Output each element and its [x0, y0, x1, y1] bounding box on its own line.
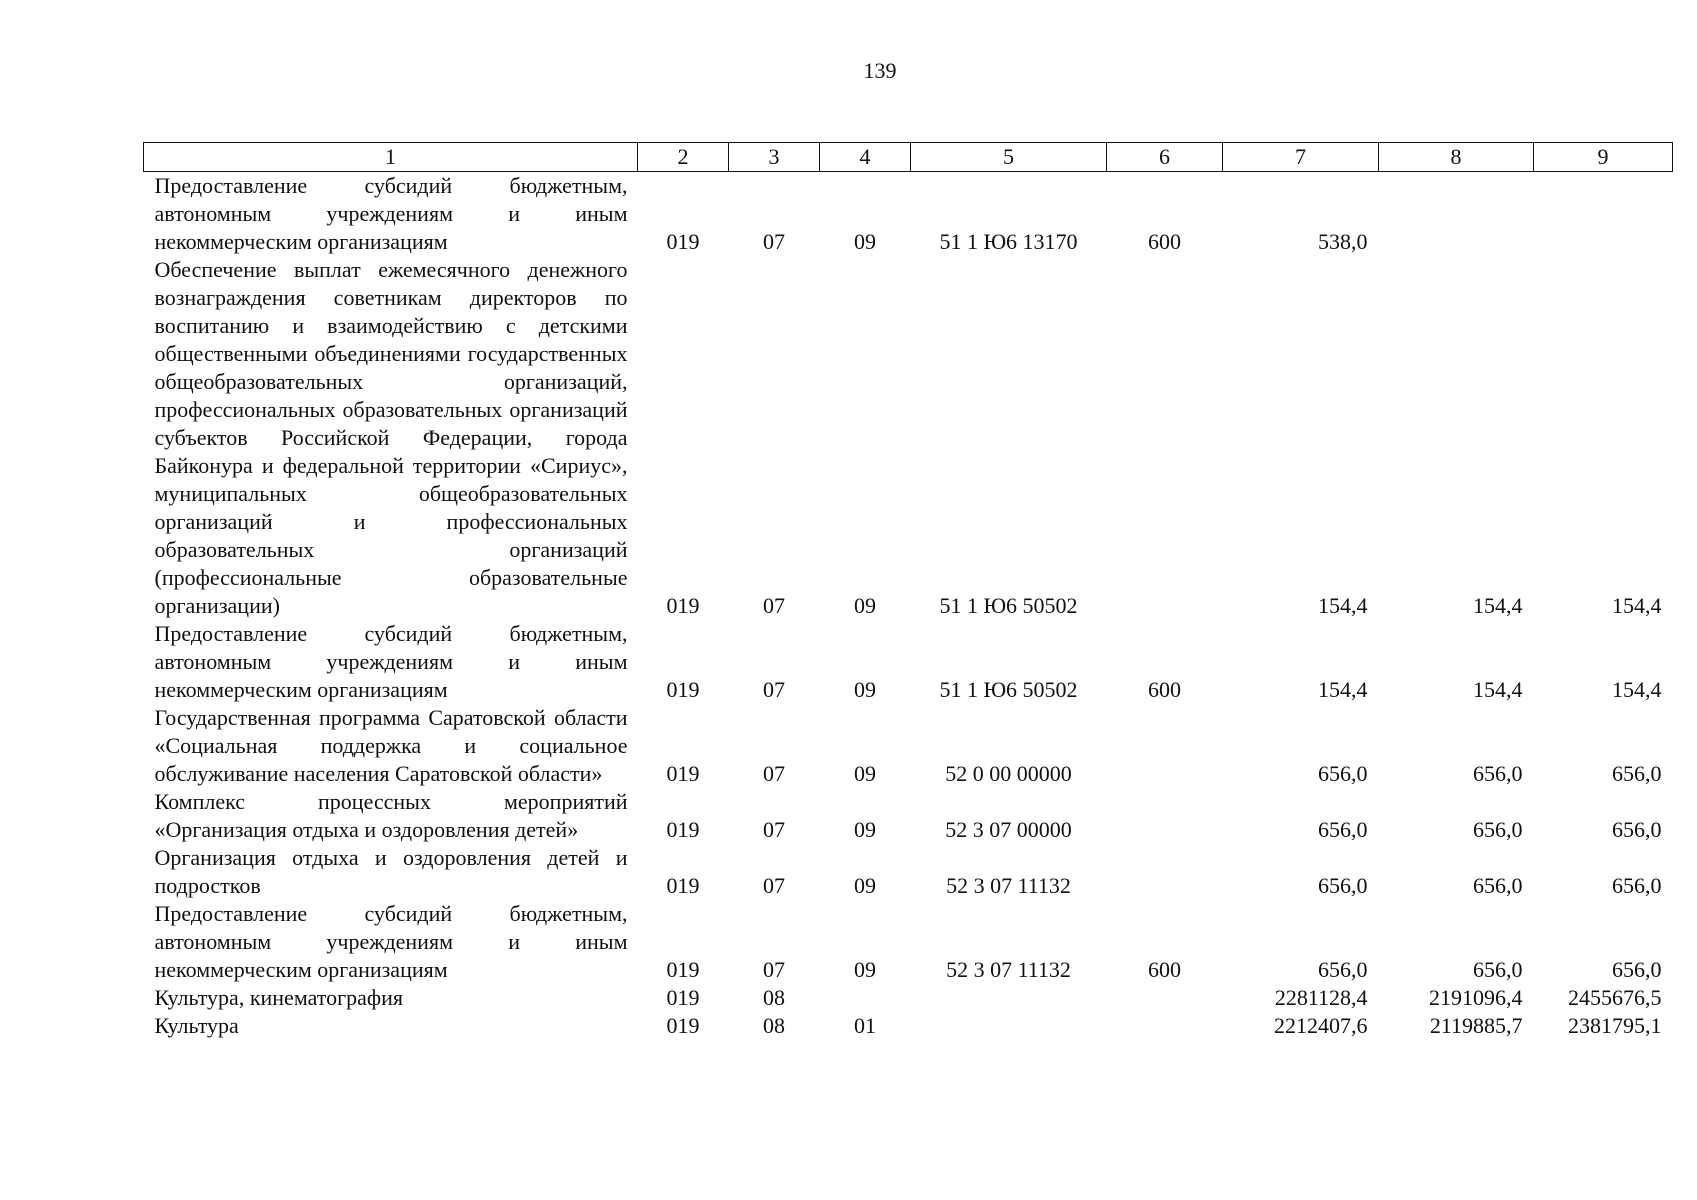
- subsection-code: 09: [854, 873, 876, 898]
- amount-col-9: 656,0: [1612, 957, 1662, 982]
- item-name: Обеспечение выплат ежемесячного денежного вознаграждения советникам директоров по воспитанию и взаимодействию с детскими общественными объединениями государственных общеобразовательных организаций, профессиональных образовательных организаций субъектов Российской Федерации, города Байконура и федеральной территории «Сириус», муниципальных общеобразовательных организаций и профессиональных образовательных организаций (профессиональные образовательные организации): [154, 257, 628, 618]
- amount-col-8: 656,0: [1473, 873, 1523, 898]
- table-row: [144, 984, 1673, 1012]
- expense-type-code: 600: [1148, 229, 1181, 254]
- expense-type-code: [1107, 256, 1223, 620]
- expense-type-code: [1107, 984, 1223, 1012]
- target-article-code: 51 1 Ю6 13170: [939, 229, 1078, 254]
- table-row: [144, 256, 1673, 620]
- amount-col-8: [1379, 172, 1534, 257]
- table-body: [144, 172, 1673, 1041]
- amount-col-7: 656,0: [1318, 873, 1368, 898]
- subsection-code: 09: [854, 677, 876, 702]
- subsection-code: 09: [854, 761, 876, 786]
- subsection-code: [820, 984, 911, 1012]
- expense-type-code: 600: [1148, 957, 1181, 982]
- ministry-code: 019: [666, 873, 700, 898]
- item-name: Культура: [154, 1013, 239, 1038]
- item-name: Предоставление субсидий бюджетным, автономным учреждениям и иным некоммерческим организациям: [154, 621, 628, 702]
- subsection-code: 09: [854, 593, 876, 618]
- ministry-code: 019: [666, 1013, 700, 1038]
- header-col-2: 2: [638, 143, 729, 172]
- item-name: Предоставление субсидий бюджетным, автономным учреждениям и иным некоммерческим организациям: [154, 173, 628, 254]
- amount-col-9: 2381795,1: [1568, 1013, 1662, 1038]
- ministry-code: 019: [666, 817, 700, 842]
- table-row: [144, 1012, 1673, 1040]
- section-code: 07: [763, 817, 785, 842]
- header-col-9: 9: [1534, 143, 1673, 172]
- section-code: 08: [763, 985, 785, 1010]
- target-article-code: 52 3 07 11132: [946, 873, 1071, 898]
- header-col-1: 1: [144, 143, 638, 172]
- expense-type-code: [1107, 1012, 1223, 1040]
- amount-col-7: 656,0: [1318, 817, 1368, 842]
- ministry-code: 019: [666, 229, 700, 254]
- header-col-4: 4: [820, 143, 911, 172]
- section-code: 07: [763, 229, 785, 254]
- subsection-code: 09: [854, 817, 876, 842]
- subsection-code: 09: [854, 957, 876, 982]
- amount-col-8: 154,4: [1473, 593, 1523, 618]
- amount-col-7: 154,4: [1318, 593, 1368, 618]
- table-row: [144, 704, 1673, 788]
- section-code: 07: [763, 873, 785, 898]
- ministry-code: 019: [666, 985, 700, 1010]
- amount-col-7: 538,0: [1318, 229, 1368, 254]
- subsection-code: 01: [854, 1013, 876, 1038]
- subsection-code: 09: [854, 229, 876, 254]
- amount-col-8: 2119885,7: [1429, 1013, 1523, 1038]
- item-name: Комплекс процессных мероприятий «Организация отдыха и оздоровления детей»: [154, 789, 628, 842]
- section-code: 07: [763, 593, 785, 618]
- amount-col-9: [1534, 172, 1673, 257]
- amount-col-8: 656,0: [1473, 817, 1523, 842]
- table-row: [144, 900, 1673, 984]
- item-name: Организация отдыха и оздоровления детей и подростков: [154, 845, 628, 898]
- amount-col-8: 2191096,4: [1429, 985, 1523, 1010]
- amount-col-8: 656,0: [1473, 761, 1523, 786]
- target-article-code: [911, 1012, 1107, 1040]
- target-article-code: [911, 984, 1107, 1012]
- amount-col-8: 154,4: [1473, 677, 1523, 702]
- expense-type-code: 600: [1148, 677, 1181, 702]
- table-row: [144, 788, 1673, 844]
- table-row: [144, 172, 1673, 257]
- amount-col-9: 656,0: [1612, 817, 1662, 842]
- ministry-code: 019: [666, 593, 700, 618]
- amount-col-7: 154,4: [1318, 677, 1368, 702]
- table-row: [144, 620, 1673, 704]
- ministry-code: 019: [666, 761, 700, 786]
- amount-col-9: 154,4: [1612, 593, 1662, 618]
- amount-col-7: 2212407,6: [1274, 1013, 1368, 1038]
- header-row: [144, 143, 1673, 172]
- table-row: [144, 844, 1673, 900]
- section-code: 07: [763, 677, 785, 702]
- expense-type-code: [1107, 704, 1223, 788]
- target-article-code: 52 0 00 00000: [945, 761, 1072, 786]
- amount-col-9: 154,4: [1612, 677, 1662, 702]
- header-col-7: 7: [1223, 143, 1379, 172]
- section-code: 07: [763, 761, 785, 786]
- amount-col-7: 656,0: [1318, 957, 1368, 982]
- target-article-code: 51 1 Ю6 50502: [939, 593, 1078, 618]
- amount-col-9: 2455676,5: [1568, 985, 1662, 1010]
- amount-col-7: 2281128,4: [1274, 985, 1368, 1010]
- item-name: Культура, кинематография: [154, 985, 404, 1010]
- section-code: 08: [763, 1013, 785, 1038]
- amount-col-9: 656,0: [1612, 761, 1662, 786]
- section-code: 07: [763, 957, 785, 982]
- expense-type-code: [1107, 844, 1223, 900]
- item-name: Предоставление субсидий бюджетным, автономным учреждениям и иным некоммерческим организациям: [154, 901, 628, 982]
- amount-col-8: 656,0: [1473, 957, 1523, 982]
- ministry-code: 019: [666, 677, 700, 702]
- target-article-code: 52 3 07 11132: [946, 957, 1071, 982]
- item-name: Государственная программа Саратовской области «Социальная поддержка и социальное обслуживание населения Саратовской области»: [154, 705, 628, 786]
- amount-col-7: 656,0: [1318, 761, 1368, 786]
- header-col-3: 3: [729, 143, 820, 172]
- ministry-code: 019: [666, 957, 700, 982]
- target-article-code: 52 3 07 00000: [945, 817, 1072, 842]
- page-number: 139: [863, 58, 897, 83]
- target-article-code: 51 1 Ю6 50502: [939, 677, 1078, 702]
- header-col-6: 6: [1107, 143, 1223, 172]
- amount-col-9: 656,0: [1612, 873, 1662, 898]
- expense-type-code: [1107, 788, 1223, 844]
- budget-table: [143, 142, 1673, 1040]
- header-col-5: 5: [911, 143, 1107, 172]
- header-col-8: 8: [1379, 143, 1534, 172]
